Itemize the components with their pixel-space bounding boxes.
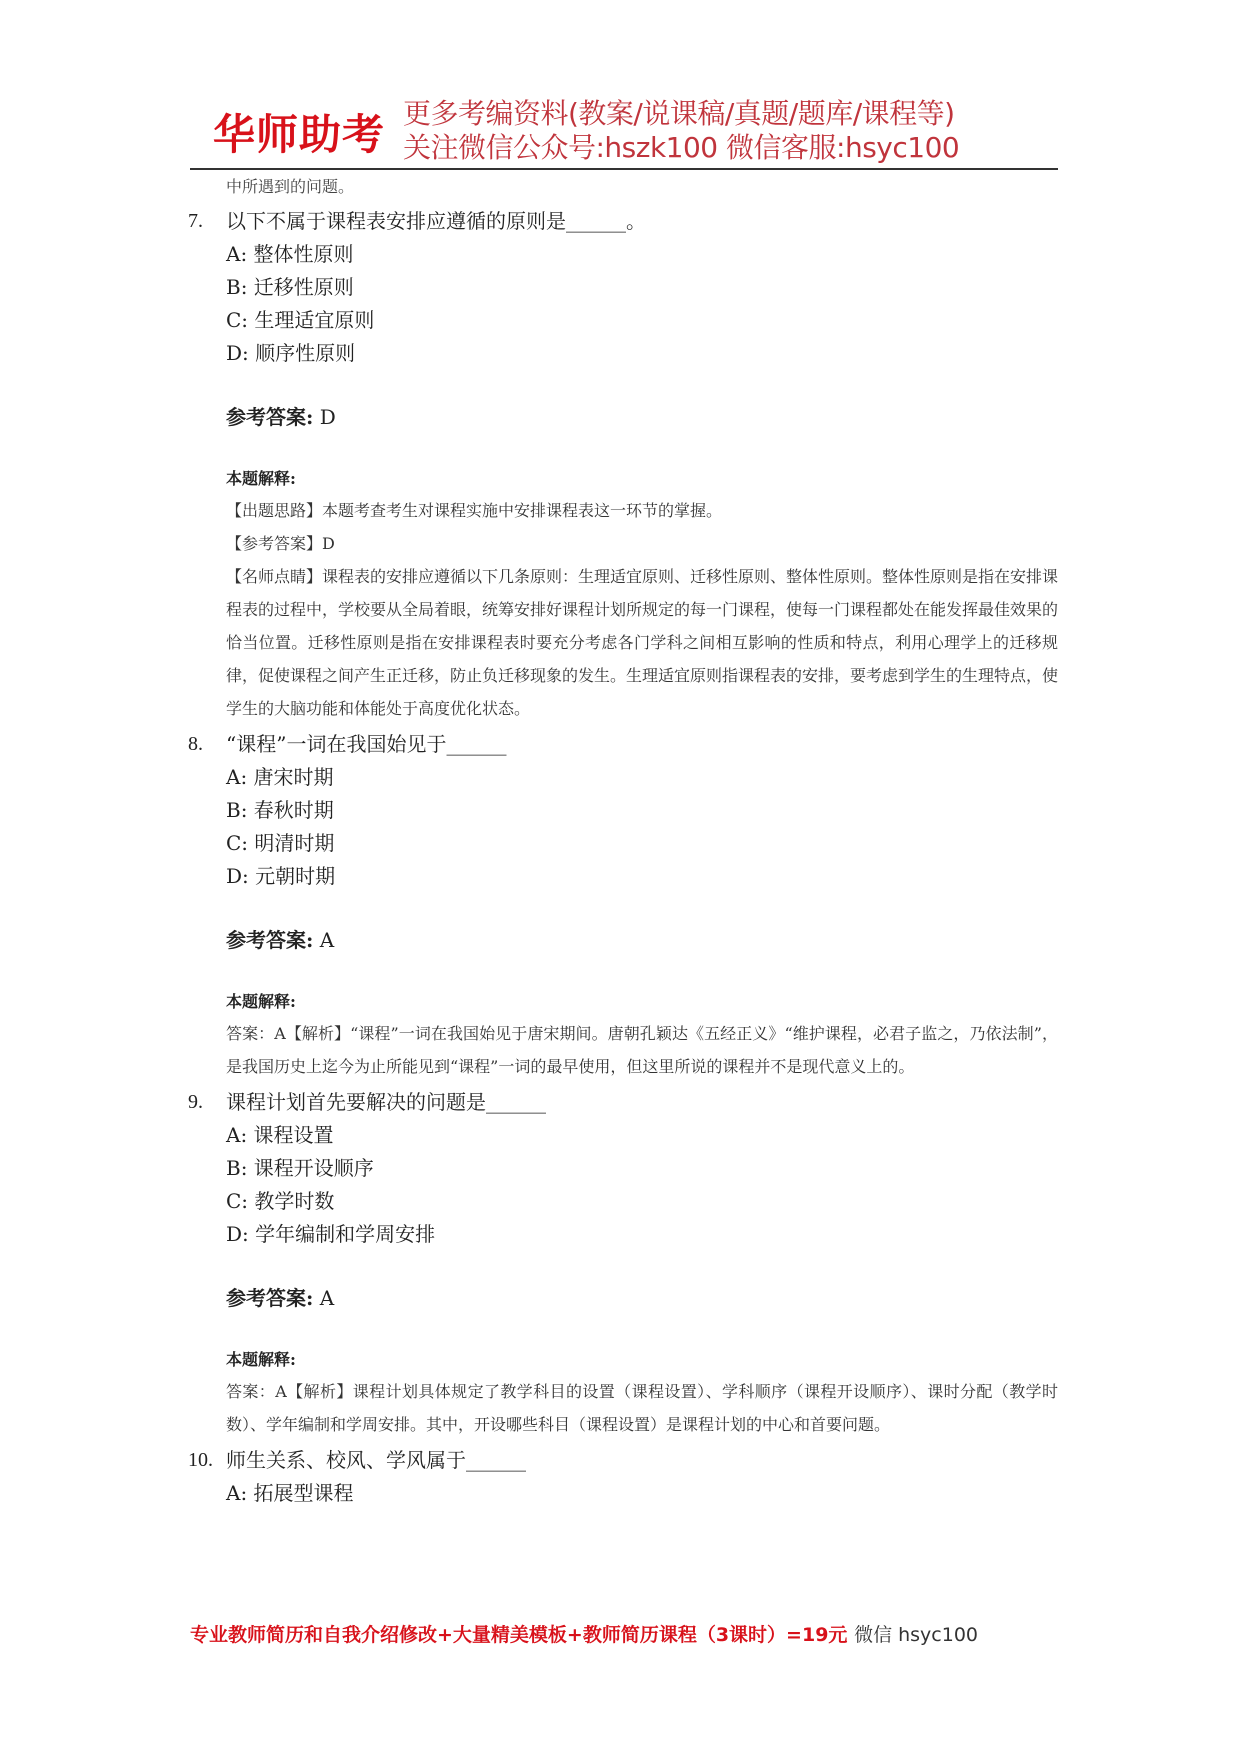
header-line-1: 更多考编资料(教案/说课稿/真题/题库/课程等) <box>403 97 955 130</box>
answer-value: D <box>319 405 336 429</box>
header-line-2: 关注微信公众号:hszk100 微信客服:hsyc100 <box>403 131 960 164</box>
option-c: C: 教学时数 <box>226 1189 335 1213</box>
option-c: C: 生理适宜原则 <box>226 308 375 332</box>
question-8 <box>190 727 1058 1083</box>
option-b: B: 迁移性原则 <box>226 275 354 299</box>
option-a: A: 唐宋时期 <box>226 765 334 789</box>
question-9 <box>190 1085 1058 1441</box>
option-c: C: 明清时期 <box>226 831 335 855</box>
question-text: 课程计划首先要解决的问题是______ <box>226 1090 546 1114</box>
explanation-title: 本题解释: <box>226 1350 296 1369</box>
question-text: 以下不属于课程表安排应遵循的原则是______。 <box>226 209 646 233</box>
question-number: 8. <box>188 733 203 755</box>
answer-label: 参考答案: <box>226 405 314 429</box>
answer-label: 参考答案: <box>226 1286 314 1310</box>
question-text: “课程”一词在我国始见于______ <box>226 732 507 756</box>
answer-value: A <box>319 1286 335 1310</box>
header-divider <box>190 168 1058 170</box>
continuation-text: 中所遇到的问题。 <box>226 177 355 196</box>
option-a: A: 拓展型课程 <box>226 1481 354 1505</box>
question-text: 师生关系、校风、学风属于______ <box>226 1448 526 1472</box>
option-a: A: 课程设置 <box>226 1123 334 1147</box>
explanation-title: 本题解释: <box>226 992 296 1011</box>
option-d: D: 元朝时期 <box>226 864 336 888</box>
option-b: B: 课程开设顺序 <box>226 1156 374 1180</box>
question-number: 10. <box>188 1449 213 1471</box>
footer-wechat: 微信 hsyc100 <box>854 1624 978 1646</box>
option-d: D: 顺序性原则 <box>226 341 356 365</box>
option-a: A: 整体性原则 <box>226 242 354 266</box>
question-10 <box>190 1443 1058 1510</box>
reference-answer <box>226 1281 1058 1315</box>
brand-logo: 华师助考 <box>213 110 386 159</box>
explanation-line: 【出题思路】本题考查考生对课程实施中安排课程表这一环节的掌握。 <box>226 501 723 520</box>
option-b: B: 春秋时期 <box>226 798 334 822</box>
header-banner <box>213 92 1063 164</box>
explanation-line: 【参考答案】D <box>226 534 335 553</box>
document-body <box>190 172 1058 1510</box>
explanation-line: 【名师点睛】课程表的安排应遵循以下几条原则：生理适宜原则、迁移性原则、整体性原则。整体性原则是指在安排课程表的过程中，学校要从全局着眼，统筹安排好课程计划所规定的每一门课程，使每一门课程都处在能发挥最佳效果的恰当位置。迁移性原则是指在安排课程表时要充分考虑各门学科之间相互影响的性质和特点，利用心理学上的迁移规律，促使课程之间产生正迁移，防止负迁移现象的发生。生理适宜原则指课程表的安排，要考虑到学生的生理特点，使学生的大脑功能和体能处于高度优化状态。 <box>226 567 1059 718</box>
reference-answer <box>226 400 1058 434</box>
explanation-title: 本题解释: <box>226 469 296 488</box>
footer-promo <box>190 1620 1090 1647</box>
question-number: 9. <box>188 1091 203 1113</box>
question-number: 7. <box>188 210 203 232</box>
explanation-line: 答案：A【解析】“课程”一词在我国始见于唐宋期间。唐朝孔颖达《五经正义》“维护课程，必君子监之，乃依法制”，是我国历史上迄今为止所能见到“课程”一词的最早使用，但这里所说的课程并不是现代意义上的。 <box>226 1024 1058 1076</box>
option-d: D: 学年编制和学周安排 <box>226 1222 436 1246</box>
answer-value: A <box>319 928 335 952</box>
answer-label: 参考答案: <box>226 928 314 952</box>
question-7 <box>190 204 1058 725</box>
explanation-line: 答案：A【解析】课程计划具体规定了教学科目的设置（课程设置）、学科顺序（课程开设顺序）、课时分配（教学时数）、学年编制和学周安排。其中，开设哪些科目（课程设置）是课程计划的中心和首要问题。 <box>226 1382 1058 1434</box>
reference-answer <box>226 923 1058 957</box>
footer-promo-text: 专业教师简历和自我介绍修改+大量精美模板+教师简历课程（3课时）=19元 <box>190 1624 848 1646</box>
